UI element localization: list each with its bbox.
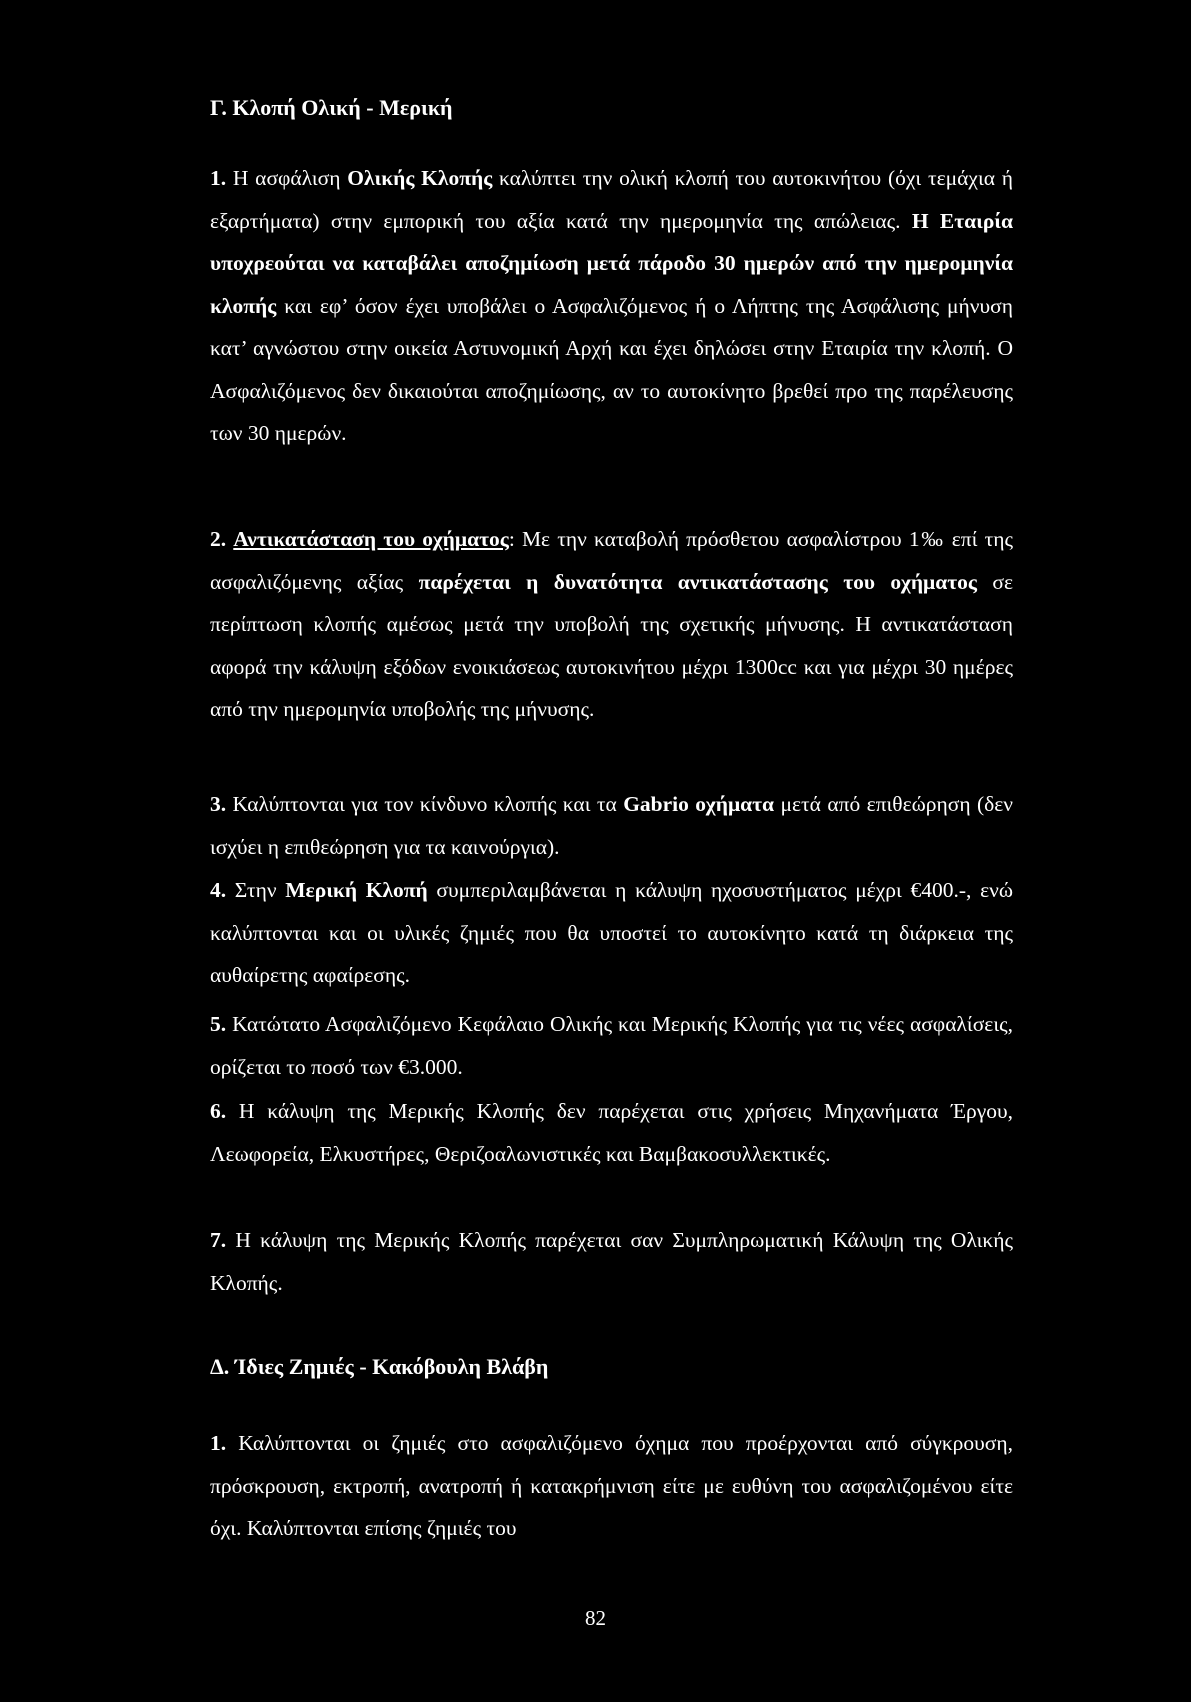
text: Καλύπτονται οι ζημιές στο ασφαλιζόμενο όχημα που προέρχονται από σύγκρουση, πρόσκρουση, εκτροπή, ανατροπή ή κατακρήμνιση είτε με ευθύνη του ασφαλιζομένου είτε όχι. Καλύπτονται επίσης ζημιές του bbox=[210, 1431, 1013, 1540]
paragraph-3-gabrio bbox=[210, 783, 1013, 868]
bold-text: Μερική Κλοπή bbox=[285, 878, 428, 902]
text: Κατώτατο Ασφαλιζόμενο Κεφάλαιο Ολικής και Μερικής Κλοπής για τις νέες ασφαλίσεις, ορίζεται το ποσό των €3.000. bbox=[210, 1012, 1013, 1079]
bold-text: Η Εταιρία υποχρεούται να καταβάλει αποζημίωση μετά πάροδο 30 ημερών από την ημερομηνία κλοπής bbox=[210, 208, 1013, 318]
bold-text: Gabrio οχήματα bbox=[623, 792, 775, 816]
text: σε περίπτωση κλοπής αμέσως μετά την υποβολή της σχετικής μήνυσης. Η αντικατάσταση αφορά την κάλυψη εξόδων ενοικιάσεως αυτοκινήτου μέχρι 1300cc και για μέχρι 30 ημέρες από την ημερομηνία υποβολής της μήνυσης. bbox=[210, 569, 1013, 721]
item-number: 1. bbox=[210, 166, 227, 190]
paragraph-own-damage-1 bbox=[210, 1422, 1013, 1550]
item-number: 1. bbox=[210, 1431, 227, 1455]
bold-text: Ολικής Κλοπής bbox=[347, 166, 493, 190]
bold-text: παρέχεται η δυνατότητα αντικατάστασης του οχήματος bbox=[418, 569, 977, 594]
item-number: 4. bbox=[210, 878, 227, 902]
paragraph-2-vehicle-replacement bbox=[210, 518, 1013, 731]
underlined-bold-text: Αντικατάσταση του οχήματος bbox=[233, 527, 509, 551]
text: μετά από επιθεώρηση (δεν ισχύει η επιθεώρηση για τα καινούργια). bbox=[210, 792, 1014, 859]
paragraph-1-total-theft bbox=[210, 157, 1013, 455]
item-number: 5. bbox=[210, 1012, 227, 1036]
item-number: 3. bbox=[210, 792, 227, 816]
text: Η κάλυψη της Μερικής Κλοπής παρέχεται σαν Συμπληρωματική Κάλυψη της Ολικής Κλοπής. bbox=[210, 1228, 1013, 1295]
item-number: 6. bbox=[210, 1099, 227, 1123]
text: : Με την καταβολή πρόσθετου ασφαλίστρου 1‰ επί της ασφαλιζόμενης αξίας bbox=[210, 527, 1013, 594]
text: και εφ’ όσον έχει υποβάλει ο Ασφαλιζόμενος ή ο Λήπτης της Ασφάλισης μήνυση κατ’ αγνώστου στην οικεία Αστυνομική Αρχή και έχει δηλώσει στην Εταιρία την κλοπή. Ο Ασφαλιζόμενος δεν δικαιούται αποζημίωσης, αν το αυτοκίνητο βρεθεί προ της παρέλευσης των 30 ημερών. bbox=[210, 293, 1013, 445]
text: καλύπτει την ολική κλοπή του αυτοκινήτου (όχι τεμάχια ή εξαρτήματα) στην εμπορική του αξία κατά την ημερομηνία της απώλειας. bbox=[210, 166, 1013, 233]
page-number: 82 bbox=[585, 1606, 606, 1630]
section-heading-theft: Γ. Κλοπή Ολική - Μερική bbox=[210, 95, 453, 120]
text: συμπεριλαμβάνεται η κάλυψη ηχοσυστήματος μέχρι €400.-, ενώ καλύπτονται και οι υλικές ζημιές που θα υποστεί το αυτοκίνητο κατά τη διάρκεια της αυθαίρετης αφαίρεσης. bbox=[210, 878, 1013, 987]
paragraph-7-supplementary bbox=[210, 1219, 1013, 1304]
paragraph-4-partial-theft bbox=[210, 869, 1013, 997]
text: Στην bbox=[226, 878, 286, 902]
paragraph-5-minimum-capital bbox=[210, 1003, 1013, 1088]
text: Η ασφάλιση bbox=[226, 166, 348, 190]
paragraph-6-exclusions bbox=[210, 1090, 1013, 1175]
item-number: 2. bbox=[210, 527, 227, 551]
text: Η κάλυψη της Μερικής Κλοπής δεν παρέχεται στις χρήσεις Μηχανήματα Έργου, Λεωφορεία, Ελκυστήρες, Θεριζοαλωνιστικές και Βαμβακοσυλλεκτικές. bbox=[210, 1099, 1013, 1166]
section-heading-own-damage: Δ. Ίδιες Ζημιές - Κακόβουλη Βλάβη bbox=[210, 1354, 549, 1379]
item-number: 7. bbox=[210, 1228, 227, 1252]
text: Καλύπτονται για τον κίνδυνο κλοπής και τα bbox=[226, 792, 624, 816]
